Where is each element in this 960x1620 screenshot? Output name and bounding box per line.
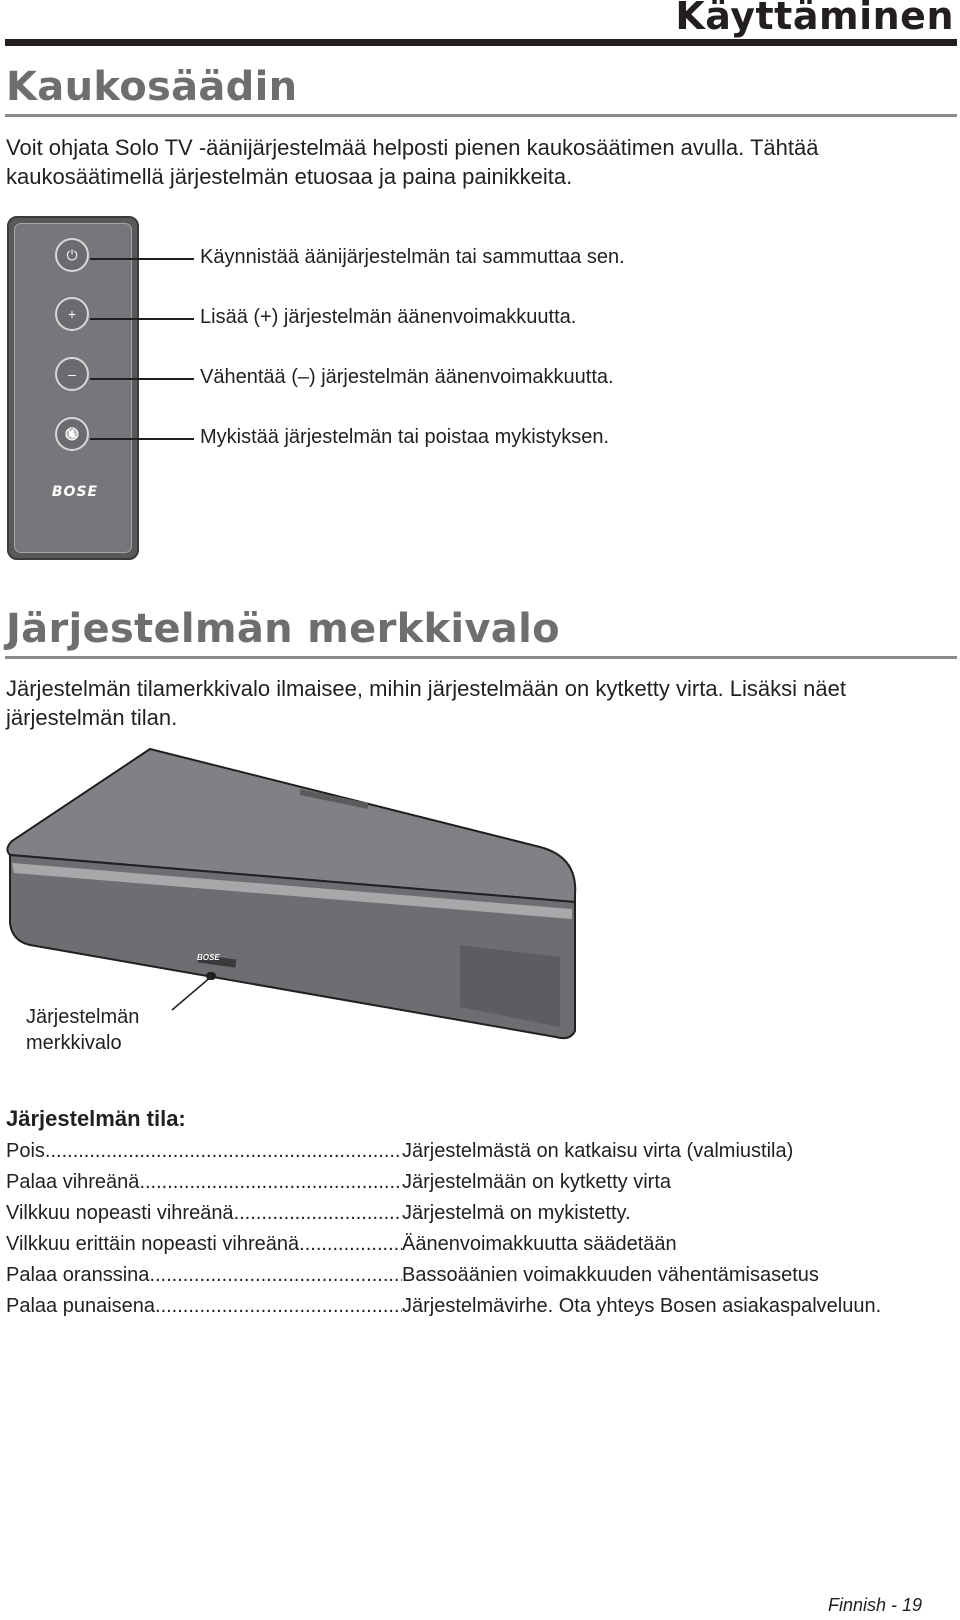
- status-meaning: Äänenvoimakkuutta säädetään: [402, 1233, 677, 1255]
- remote-heading: Kaukosäädin: [6, 64, 298, 110]
- volume-down-description: Vähentää (–) järjestelmän äänenvoimakkuutta.: [200, 366, 614, 388]
- mute-icon: 🔇: [55, 417, 89, 451]
- remote-heading-rule: [5, 114, 957, 117]
- status-meaning: Bassoäänien voimakkuuden vähentämisasetus: [402, 1264, 819, 1286]
- status-title: Järjestelmän tila:: [6, 1106, 186, 1131]
- list-item: [6, 1264, 946, 1295]
- callout-line: [90, 378, 194, 380]
- list-item: [6, 1202, 946, 1233]
- header-rule: [5, 39, 957, 46]
- leader-dots: [139, 1171, 402, 1202]
- list-item: [6, 1140, 946, 1171]
- power-icon: ⏻: [55, 238, 89, 272]
- indicator-callout-line2: merkkivalo: [26, 1032, 122, 1054]
- leader-dots: [299, 1233, 402, 1264]
- list-item: [6, 1171, 946, 1202]
- remote-control: [7, 216, 139, 560]
- list-item: [6, 1295, 946, 1326]
- list-item: [6, 1233, 946, 1264]
- indicator-heading: Järjestelmän merkkivalo: [6, 606, 560, 652]
- indicator-heading-rule: [5, 656, 957, 659]
- status-meaning: Järjestelmään on kytketty virta: [402, 1171, 671, 1193]
- volume-up-description: Lisää (+) järjestelmän äänenvoimakkuutta.: [200, 306, 577, 328]
- minus-icon: –: [55, 357, 89, 391]
- callout-line: [90, 258, 194, 260]
- status-list: [6, 1140, 946, 1326]
- power-description: Käynnistää äänijärjestelmän tai sammuttaa sen.: [200, 246, 625, 268]
- status-meaning: Järjestelmä on mykistetty.: [402, 1202, 631, 1224]
- status-meaning: Järjestelmästä on katkaisu virta (valmiustila): [402, 1140, 794, 1162]
- plus-icon: +: [55, 297, 89, 331]
- indicator-intro: Järjestelmän tilamerkkivalo ilmaisee, mihin järjestelmään on kytketty virta. Lisäksi näet järjestelmän tilan.: [6, 676, 846, 730]
- status-state: Palaa punaisena: [6, 1295, 156, 1317]
- page-number: Finnish - 19: [827, 1595, 922, 1615]
- device-logo: BOSE: [197, 953, 220, 962]
- mute-description: Mykistää järjestelmän tai poistaa mykistyksen.: [200, 426, 610, 448]
- callout-line: [90, 438, 194, 440]
- indicator-callout-line1: Järjestelmän: [26, 1006, 140, 1028]
- status-state: Palaa vihreänä: [6, 1171, 140, 1193]
- status-state: Vilkkuu nopeasti vihreänä: [6, 1202, 234, 1224]
- status-indicator-light: [206, 972, 214, 980]
- leader-dots: [155, 1295, 402, 1326]
- leader-dots: [149, 1264, 402, 1295]
- callout-line: [90, 318, 194, 320]
- status-state: Pois: [6, 1140, 45, 1162]
- page-header: [0, 0, 960, 50]
- section-title: Käyttäminen: [675, 0, 954, 38]
- remote-intro: Voit ohjata Solo TV -äänijärjestelmää helposti pienen kaukosäätimen avulla. Tähtää kaukosäätimellä järjestelmän etuosaa ja paina painikkeita.: [6, 135, 819, 189]
- status-state: Palaa oranssina: [6, 1264, 150, 1286]
- leader-dots: [234, 1202, 402, 1233]
- status-meaning: Järjestelmävirhe. Ota yhteys Bosen asiakaspalveluun.: [402, 1295, 882, 1317]
- remote-logo: BOSE: [51, 484, 99, 500]
- status-state: Vilkkuu erittäin nopeasti vihreänä: [6, 1233, 300, 1255]
- leader-dots: [45, 1140, 402, 1171]
